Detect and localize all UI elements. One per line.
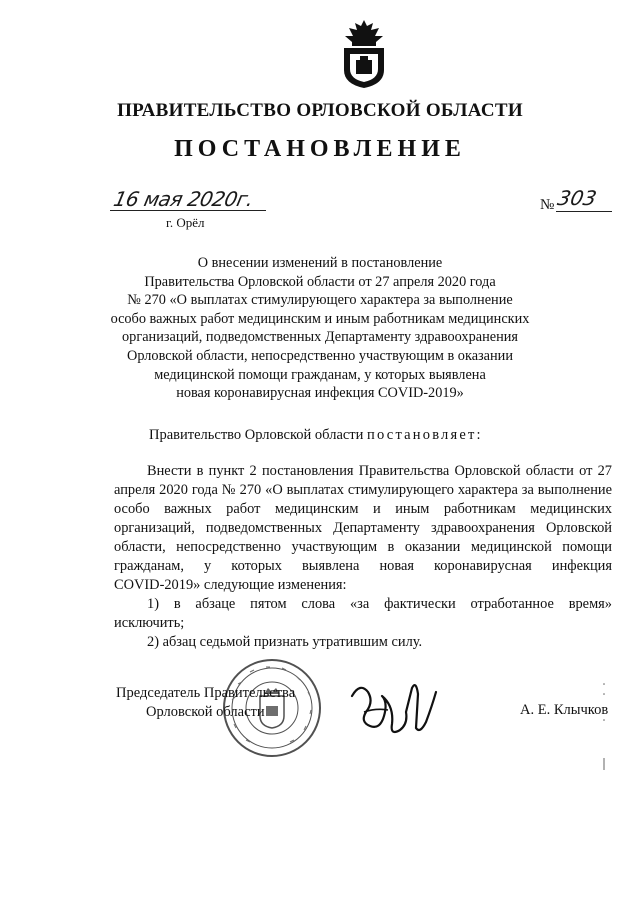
body-line: за выполнение особо важных работ медицинским и иным работникам [114, 482, 612, 517]
resolution-lead: Правительство Орловской области [149, 427, 364, 443]
resolution-body [114, 462, 612, 652]
subject-line: № 270 «О выплатах стимулирующего характера за выполнение [127, 292, 513, 309]
signer-position [116, 684, 295, 721]
date-underline [110, 210, 266, 211]
document-date: 16 мая 2020г. [111, 187, 256, 211]
document-number: 303 [555, 186, 599, 210]
body-paragraph [114, 462, 612, 576]
subject-line: организаций, подведомственных Департаменту здравоохранения [122, 329, 518, 346]
body-line: медицинских организаций, подведомственных Департаменту здравоохранения [114, 501, 612, 536]
body-line: помощи гражданам, у которых выявлена новая коронавирусная инфекция [114, 539, 612, 574]
government-title: ПРАВИТЕЛЬСТВО ОРЛОВСКОЙ ОБЛАСТИ [117, 100, 523, 121]
body-paragraph-end: COVID-2019» следующие изменения: [114, 577, 347, 593]
body-line: от 27 апреля 2020 года № 270 «О выплатах стимулирующего характера [114, 463, 612, 498]
subject-line: Орловской области, непосредственно участвующим в оказании [127, 347, 513, 364]
resolution-line [149, 427, 483, 444]
subject-line: новая коронавирусная инфекция COVID-2019» [176, 385, 464, 402]
subject-line: О внесении изменений в постановление [197, 255, 443, 271]
body-line: Внести в пункт 2 постановления Правительства Орловской области [147, 463, 574, 479]
subject-line: медицинской помощи гражданам, у которых выявлена [154, 366, 486, 383]
signer-position-line: Орловской области [146, 703, 265, 720]
scan-artifact [598, 680, 608, 780]
number-underline [556, 211, 612, 212]
coat-of-arms-icon [336, 18, 392, 90]
document-city: г. Орёл [166, 215, 205, 230]
signer-name: А. Е. Клычков [520, 702, 609, 718]
document-type: ПОСТАНОВЛЕНИЕ [174, 136, 466, 162]
handwritten-signature-icon [346, 672, 440, 746]
number-sign: № [540, 197, 555, 213]
subject-line: особо важных работ медицинским и иным работникам медицинских [110, 310, 530, 327]
subject-line: Правительства Орловской области от 27 апреля 2020 года [144, 273, 496, 290]
list-item-2: 2) абзац седьмой признать утратившим силу. [147, 634, 423, 650]
document-subject [100, 254, 540, 403]
body-line: Орловской области, непосредственно участвующим в оказании медицинской [114, 520, 612, 555]
list-item-1-cont: исключить; [114, 615, 185, 631]
resolution-verb: постановляет: [367, 427, 483, 443]
list-item-1: 1) в абзаце пятом слова «за фактически отработанное время» [147, 596, 612, 612]
signer-position-line: Председатель Правительства [116, 685, 296, 701]
